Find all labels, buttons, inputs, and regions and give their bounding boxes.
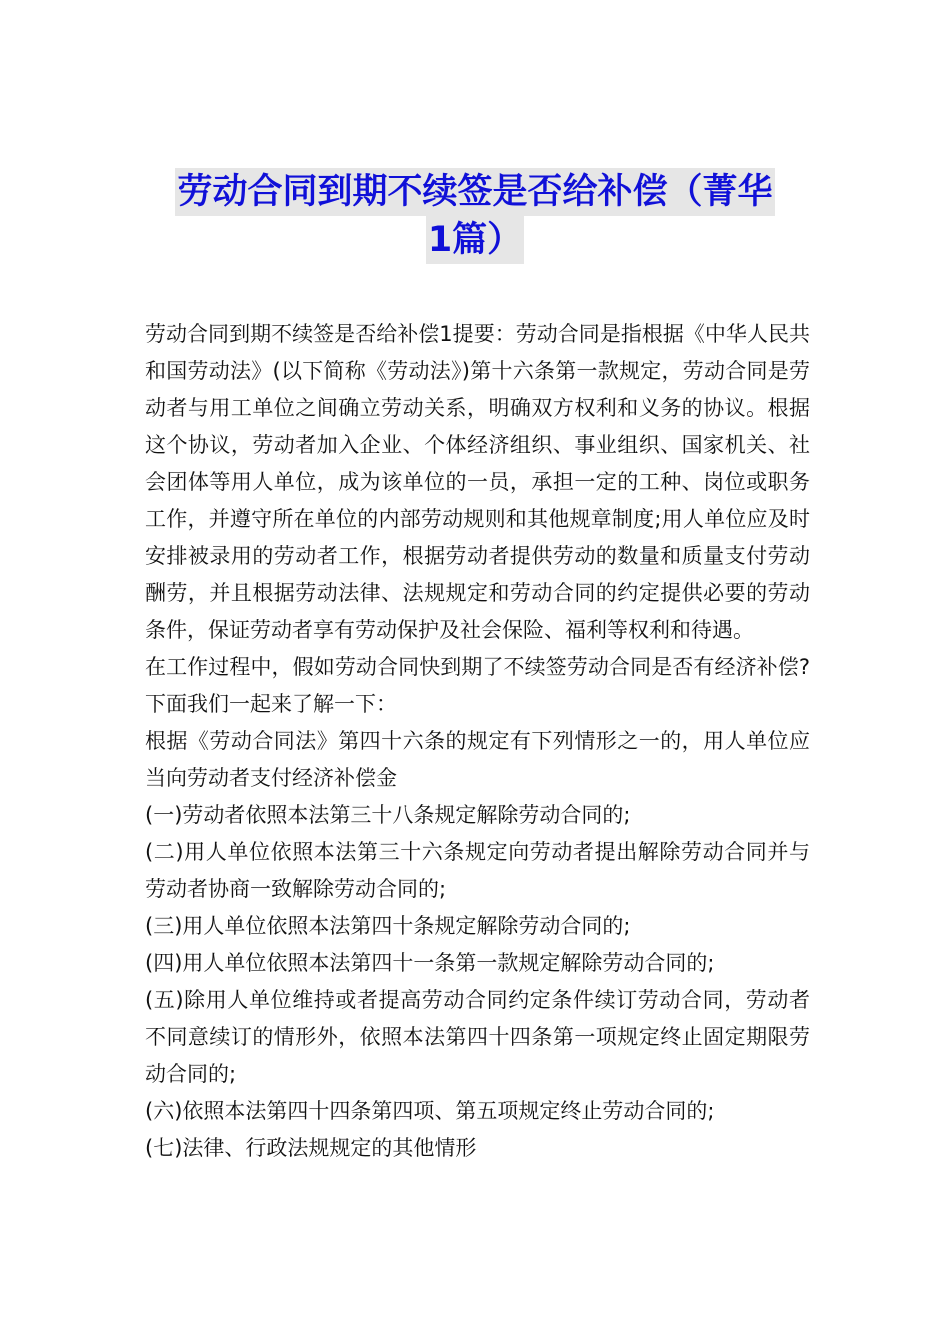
paragraph-intro: 劳动合同到期不续签是否给补偿1提要：劳动合同是指根据《中华人民共和国劳动法》(以下简称《劳动法》)第十六条第一款规定，劳动合同是劳动者与用工单位之间确立劳动关系，明确双方权利和义务的协议。根据这个协议，劳动者加入企业、个体经济组织、事业组织、国家机关、社会团体等用人单位，成为该单位的一员，承担一定的工种、岗位或职务工作，并遵守所在单位的内部劳动规则和其他规章制度;用人单位应及时安排被录用的劳动者工作，根据劳动者提供劳动的数量和质量支付劳动酬劳，并且根据劳动法律、法规规定和劳动合同的约定提供必要的劳动条件，保证劳动者享有劳动保护及社会保险、福利等权利和待遇。 (145, 322, 810, 642)
title-line-1: 劳动合同到期不续签是否给补偿（菁华 (175, 168, 774, 216)
list-item-4: (四)用人单位依照本法第四十一条第一款规定解除劳动合同的; (145, 951, 715, 975)
document-title (140, 168, 810, 264)
paragraph-question: 在工作过程中，假如劳动合同快到期了不续签劳动合同是否有经济补偿?下面我们一起来了解一下： (145, 655, 810, 716)
list-item-2: (二)用人单位依照本法第三十六条规定向劳动者提出解除劳动合同并与劳动者协商一致解除劳动合同的; (145, 840, 810, 901)
title-line-2: 1篇） (426, 216, 524, 264)
document-body (145, 316, 810, 1167)
list-item-1: (一)劳动者依照本法第三十八条规定解除劳动合同的; (145, 803, 631, 827)
list-item-3: (三)用人单位依照本法第四十条规定解除劳动合同的; (145, 914, 631, 938)
list-item-7: (七)法律、行政法规规定的其他情形 (145, 1136, 477, 1160)
list-item-5: (五)除用人单位维持或者提高劳动合同约定条件续订劳动合同，劳动者不同意续订的情形外，依照本法第四十四条第一项规定终止固定期限劳动合同的; (145, 988, 810, 1086)
list-item-6: (六)依照本法第四十四条第四项、第五项规定终止劳动合同的; (145, 1099, 715, 1123)
paragraph-law-basis: 根据《劳动合同法》第四十六条的规定有下列情形之一的，用人单位应当向劳动者支付经济补偿金 (145, 729, 810, 790)
